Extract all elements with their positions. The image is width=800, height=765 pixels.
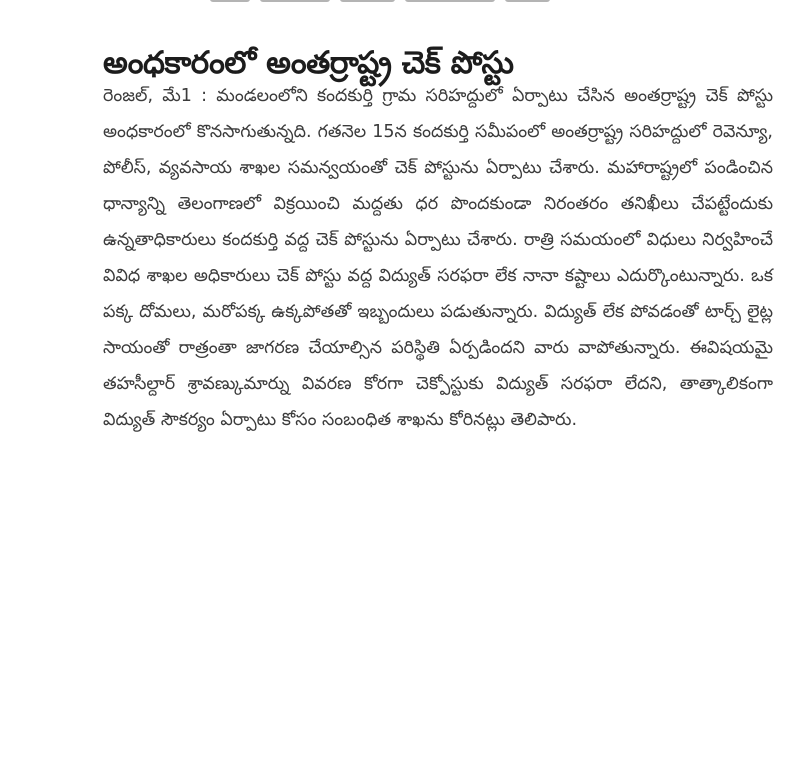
article-body bbox=[103, 78, 773, 438]
cropped-previous-line bbox=[210, 0, 570, 4]
article-headline: అంధకారంలో అంతర్రాష్ట్ర చెక్ పోస్టు bbox=[103, 44, 514, 81]
article-paragraph: రెంజల్, మే1 : మండలంలోని కందకుర్తి గ్రామ సరిహద్దులో ఏర్పాటు చేసిన అంతర్రాష్ట్ర చెక్ పోస్టు అంధకారంలో కొనసాగుతున్నది. గతనెల 15న కందకుర్తి సమీపంలో అంతర్రాష్ట్ర సరిహద్దులో రెవెన్యూ, పోలీస్, వ్యవసాయ శాఖల సమన్వయంతో చెక్ పోస్టును ఏర్పాటు చేశారు. మహారాష్ట్రలో పండించిన ధాన్యాన్ని తెలంగాణలో విక్రయించి మద్దతు ధర పొందకుండా నిరంతరం తనిఖీలు చేపట్టేందుకు ఉన్నతాధికారులు కందకుర్తి వద్ద చెక్ పోస్టును ఏర్పాటు చేశారు. రాత్రి సమయంలో విధులు నిర్వహించే వివిధ శాఖల అధికారులు చెక్ పోస్టు వద్ద విద్యుత్ సరఫరా లేక నానా కష్టాలు ఎదుర్కొంటున్నారు. ఒక పక్క దోమలు, మరోపక్క ఉక్కపోతతో ఇబ్బందులు పడుతున్నారు. విద్యుత్ లేక పోవడంతో టార్చ్ లైట్ల సాయంతో రాత్రంతా జాగరణ చేయాల్సిన పరిస్థితి ఏర్పడిందని వారు వాపోతున్నారు. ఈవిషయమై తహసీల్దార్ శ్రావణ్కుమార్ను వివరణ కోరగా చెక్పోస్టుకు విద్యుత్ సరఫరా లేదని, తాత్కాలికంగా విద్యుత్ సౌకర్యం ఏర్పాటు కోసం సంబంధిత శాఖను కోరినట్లు తెలిపారు. bbox=[103, 86, 773, 430]
